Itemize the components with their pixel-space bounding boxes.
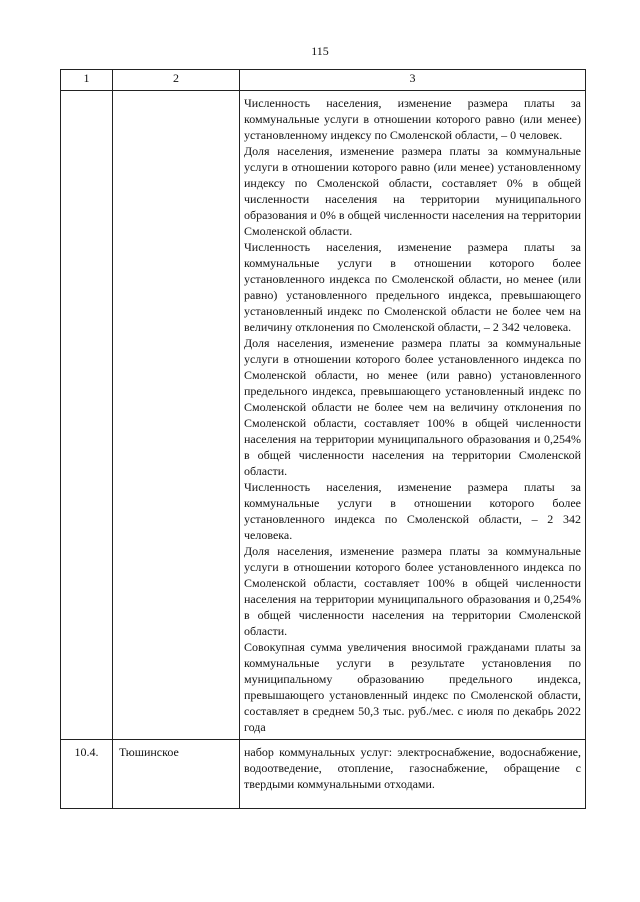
row-name: Тюшинское: [113, 740, 240, 809]
row-name-cell: [113, 91, 240, 740]
row-number: 10.4.: [61, 740, 113, 809]
paragraph: Совокупная сумма увеличения вносимой гражданами платы за коммунальные услуги в результате установления по муниципальному образованию предельного индекса, превышающего установленный индекс по Смоленской области, составляет в среднем 50,3 тыс. руб./мес. с июля по декабрь 2022 года: [244, 640, 581, 734]
column-header-2: 2: [113, 70, 240, 91]
column-header-1: 1: [61, 70, 113, 91]
row-number-cell: [61, 91, 113, 740]
column-header-3: 3: [240, 70, 586, 91]
row-text-cell: [240, 740, 586, 809]
paragraph: Численность населения, изменение размера платы за коммунальные услуги в отношении которого более установленного индекса по Смоленской области, – 2 342 человека.: [244, 480, 581, 542]
paragraph: Доля населения, изменение размера платы за коммунальные услуги в отношении которого равно (или менее) установленному индексу по Смоленской области, составляет 0% в общей численности населения на территории муниципального образования и 0% в общей численности населения на территории Смоленской области.: [244, 144, 581, 238]
table-row-continuation: [61, 91, 586, 740]
document-table: [60, 69, 586, 809]
paragraph: Доля населения, изменение размера платы за коммунальные услуги в отношении которого более установленного индекса по Смоленской области, но менее (или равно) установленного предельного индекса, превышающего установленный индекс по Смоленской области не более чем на величину отклонения по Смоленской области, составляет 100% в общей численности населения на территории муниципального образования и 0,254% в общей численности населения на территории Смоленской области.: [244, 336, 581, 478]
paragraph: Доля населения, изменение размера платы за коммунальные услуги в отношении которого более установленного индекса по Смоленской области, составляет 100% в общей численности населения на территории муниципального образования и 0,254% в общей численности населения на территории Смоленской области.: [244, 544, 581, 638]
table-header-row: [61, 70, 586, 91]
table-row: [61, 740, 586, 809]
paragraph: Численность населения, изменение размера платы за коммунальные услуги в отношении которого равно (или менее) установленному индексу по Смоленской области, – 0 человек.: [244, 96, 581, 142]
row-text-cell: [240, 91, 586, 740]
page-number: 115: [311, 44, 329, 58]
paragraph: набор коммунальных услуг: электроснабжение, водоснабжение, водоотведение, отопление, газоснабжение, обращение с твердыми коммунальными отходами.: [244, 745, 581, 791]
paragraph: Численность населения, изменение размера платы за коммунальные услуги в отношении которого более установленного индекса по Смоленской области, но менее (или равно) установленного предельного индекса, превышающего установленный индекс по Смоленской области не более чем на величину отклонения по Смоленской области, – 2 342 человека.: [244, 240, 581, 334]
